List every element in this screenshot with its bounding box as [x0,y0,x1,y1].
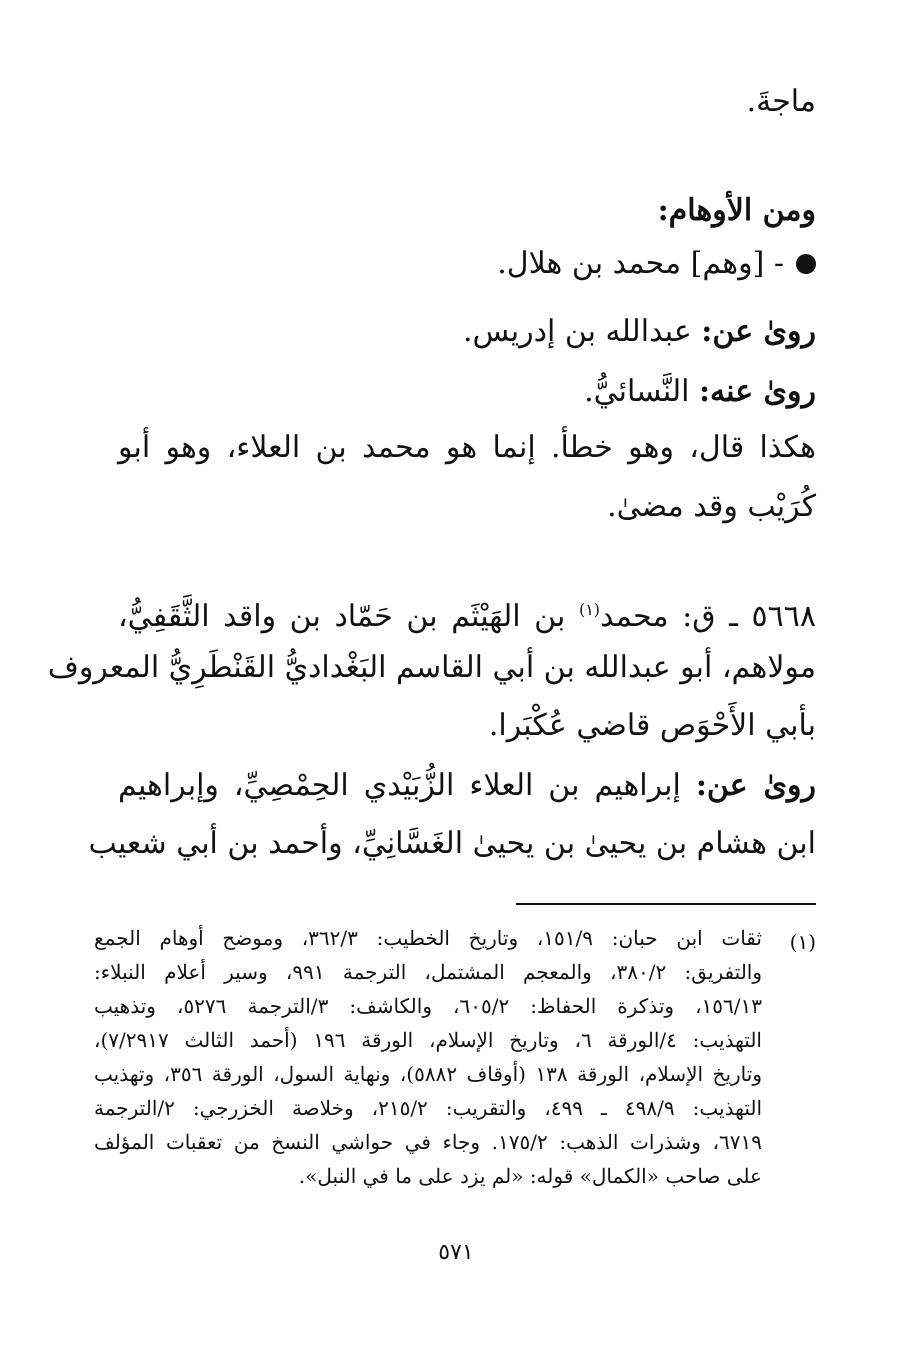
footnote-line: التهذيب: ٤/الورقة ٦، وتاريخ الإسلام، الورقة ١٩٦ (أحمد الثالث ٧/٢٩١٧)، [94,1028,762,1052]
rawa-an-2-text: إبراهيم بن العلاء الزُّبَيْدي الحِمْصِيِّ، وإبراهيم [118,768,681,803]
rawa-anhu-label: روىٰ عنه: [698,374,816,409]
page-number: ٥٧١ [438,1240,474,1265]
section-heading: ومن الأوهام: [657,193,816,228]
footnote-line: ١٥٦/١٣، وتذكرة الحفاظ: ٦٠٥/٢، والكاشف: ٣/الترجمة ٥٢٧٦، وتذهيب [94,994,762,1018]
bullet-dot-icon [796,254,816,274]
footnote-reference: (١) [578,600,601,619]
rawa-an-line [463,312,816,352]
entry-line-1-rest: بن الهَيْثَم بن حَمّاد بن واقد الثَّقَفِيُّ، [118,599,566,634]
footnote-line: التهذيب: ٤٩٨/٩ ـ ٤٩٩، والتقريب: ٢١٥/٢، وخلاصة الخزرجي: ٢/الترجمة [94,1096,763,1120]
footnote-line: والتفريق: ٣٨٠/٢، والمعجم المشتمل، الترجمة ٩٩١، وسير أعلام النبلاء: [94,960,763,984]
footnote-line: ثقات ابن حبان: ١٥١/٩، وتاريخ الخطيب: ٣٦٢/٣، وموضح أوهام الجمع [94,926,762,950]
bullet-entry [497,244,816,284]
entry-line-1 [118,590,816,637]
rawa-an-value: عبدالله بن إدريس. [462,314,692,349]
footnote-divider [516,903,816,905]
bullet-entry-text: - [وهم] محمد بن هلال. [497,246,784,281]
note-line-1: هكذا قال، وهو خطأ. إنما هو محمد بن العلاء، وهو أبو [118,430,816,465]
rawa-anhu-line [584,372,816,412]
footnote-line: وتاريخ الإسلام، الورقة ١٣٨ (أوقاف ٥٨٨٢)، ونهاية السول، الورقة ٣٥٦، وتهذيب [94,1062,762,1086]
footnote-line: على صاحب «الكمال» قوله: «لم يزد على ما في النبل». [298,1164,762,1188]
entry-number-and-name: ٥٦٦٨ ـ ق: محمد [600,599,816,634]
rawa-an-2-line-1 [118,766,816,806]
rawa-an-label: روىٰ عن: [701,314,816,349]
rawa-an-2-label: روىٰ عن: [695,768,816,803]
continued-line: ماجةَ. [746,84,816,119]
footnote-number: (١) [789,930,816,954]
entry-line-2: مولاهم، أبو عبدالله بن أبي القاسم البَغْداديُّ القَنْطَرِيُّ المعروف [47,650,816,685]
rawa-an-2-line-2: ابن هشام بن يحيىٰ بن يحيىٰ الغَسَّانِيِّ، وأحمد بن أبي شعيب [88,826,816,861]
note-line-2: كُرَيْب وقد مضىٰ. [607,489,816,524]
rawa-anhu-value: النَّسائيُّ. [584,374,690,409]
entry-line-3: بأبي الأَحْوَص قاضي عُكْبَرا. [488,708,816,743]
footnote-line: ٦٧١٩، وشذرات الذهب: ١٧٥/٢. وجاء في حواشي النسخ من تعقبات المؤلف [94,1130,762,1154]
